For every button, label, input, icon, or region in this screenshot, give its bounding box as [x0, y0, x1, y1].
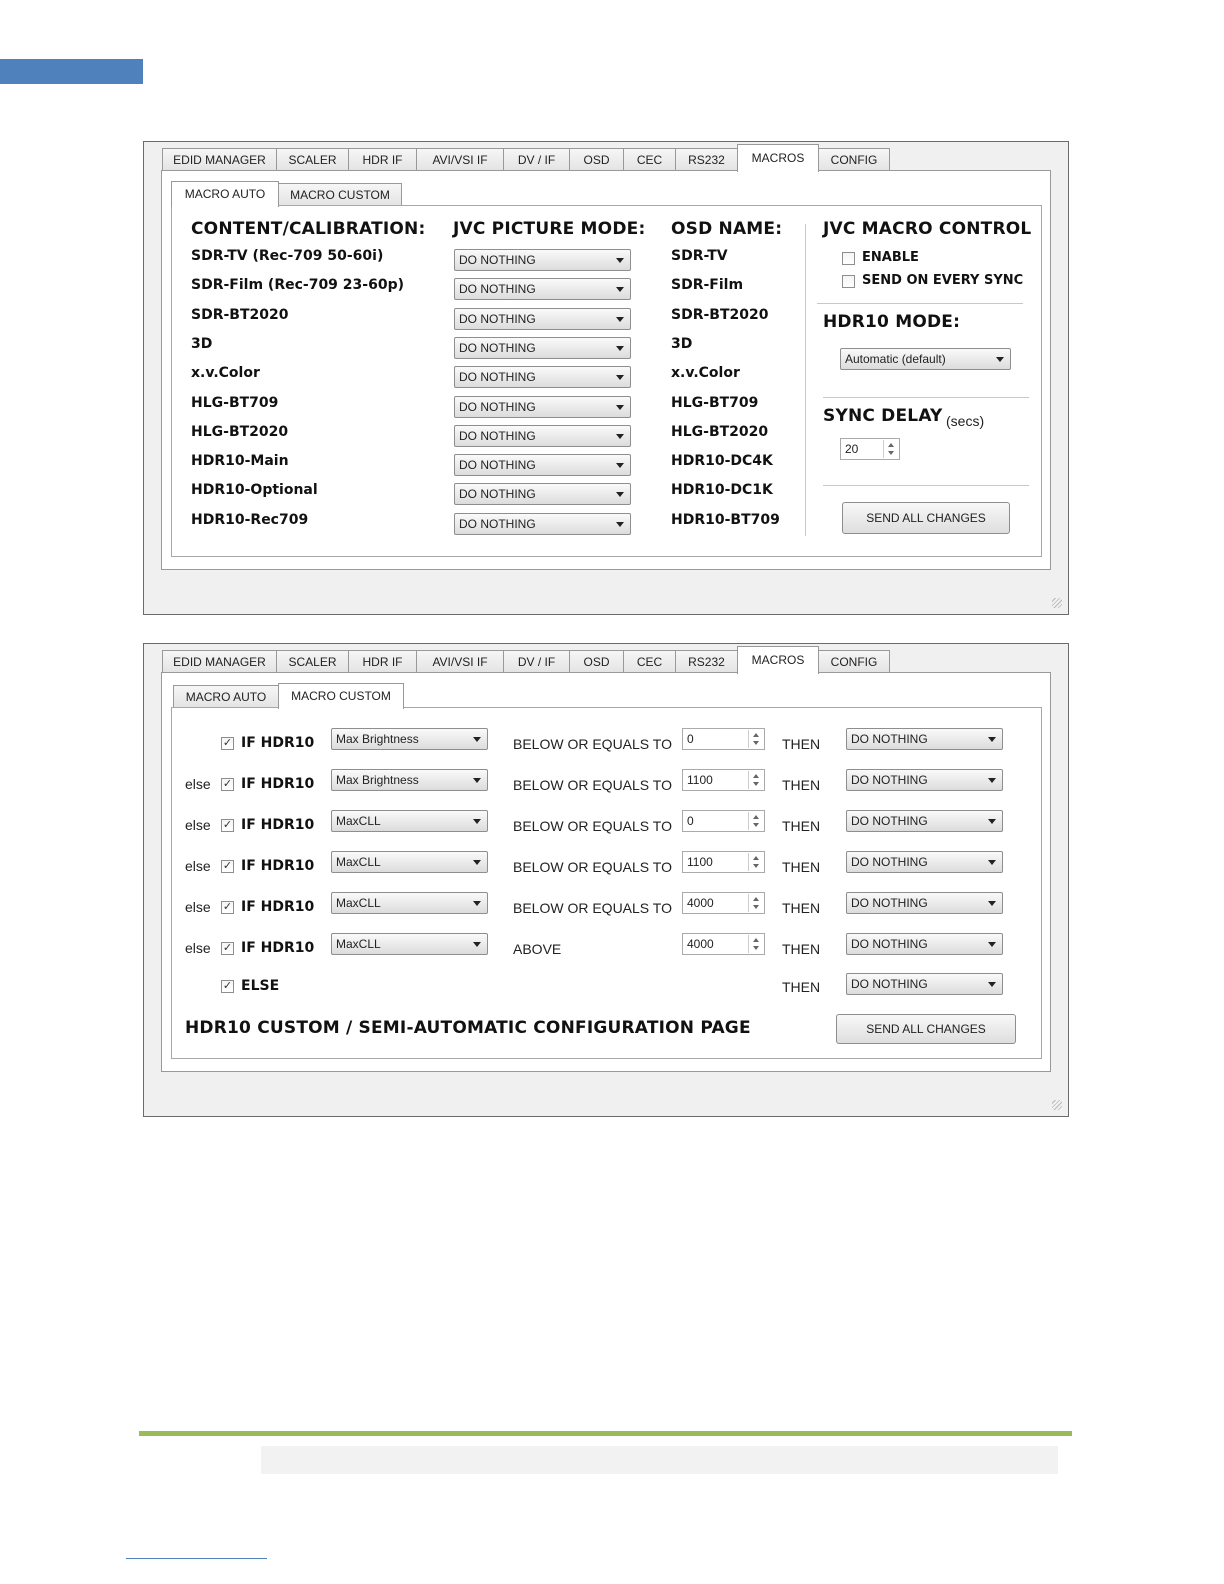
check-icon: ✓ [222, 860, 233, 872]
jvc-picture-mode-select[interactable] [454, 278, 631, 300]
tab-config[interactable]: CONFIG [818, 148, 890, 170]
parameter-select[interactable] [331, 933, 488, 955]
stepper-buttons[interactable] [748, 894, 763, 912]
threshold-stepper[interactable] [682, 933, 765, 955]
threshold-stepper[interactable] [682, 769, 765, 791]
content-label: HDR10-Main [191, 453, 289, 470]
content-label: HDR10-Optional [191, 482, 318, 499]
osd-name-label: HLG-BT709 [671, 394, 759, 411]
jvc-picture-mode-select[interactable] [454, 337, 631, 359]
threshold-stepper[interactable] [682, 851, 765, 873]
osd-name-label: HLG-BT2020 [671, 423, 769, 440]
tab-cec[interactable]: CEC [623, 148, 676, 170]
chevron-down-icon [616, 287, 624, 292]
macro-custom-window [143, 643, 1069, 1117]
chevron-down-icon [616, 434, 624, 439]
tab-scaler[interactable]: SCALER [276, 650, 349, 672]
check-icon: ✓ [222, 901, 233, 913]
action-select[interactable] [846, 851, 1003, 873]
tab-scaler[interactable]: SCALER [276, 148, 349, 170]
tab-dv-if[interactable]: DV / IF [503, 148, 570, 170]
enable-checkbox[interactable] [842, 252, 855, 265]
osd-name-label: SDR-Film [671, 277, 744, 294]
else-action-select[interactable] [846, 973, 1003, 995]
macro-auto-window [143, 141, 1069, 615]
check-icon: ✓ [222, 737, 233, 749]
condition-label: IF HDR10 [241, 817, 315, 833]
check-icon: ✓ [222, 980, 233, 992]
parameter-select[interactable] [331, 892, 488, 914]
threshold-stepper[interactable] [682, 728, 765, 750]
condition-label: IF HDR10 [241, 858, 315, 874]
chevron-down-icon [753, 946, 759, 950]
tab-hdr-if[interactable]: HDR IF [348, 148, 417, 170]
sync-delay-stepper[interactable] [840, 438, 900, 460]
chevron-down-icon [473, 778, 481, 783]
content-label: SDR-Film (Rec-709 23-60p) [191, 277, 404, 294]
jvc-picture-mode-value: DO NOTHING [459, 399, 536, 414]
parameter-select[interactable] [331, 728, 488, 750]
macro-auto-content [171, 205, 1042, 557]
chevron-down-icon [616, 463, 624, 468]
then-label: THEN [782, 818, 821, 834]
rule-checkbox[interactable] [221, 819, 234, 832]
osd-name-label: HDR10-BT709 [671, 511, 780, 528]
content-label: SDR-TV (Rec-709 50-60i) [191, 248, 384, 264]
osd-name-label: SDR-TV [671, 248, 728, 264]
jvc-picture-mode-value: DO NOTHING [459, 311, 536, 326]
rule-checkbox[interactable] [221, 942, 234, 955]
chevron-up-icon [753, 856, 759, 860]
macros-panel [161, 672, 1051, 1072]
jvc-picture-mode-select[interactable] [454, 366, 631, 388]
else-then-label: THEN [782, 979, 821, 995]
else-prefix: else [185, 940, 211, 956]
osd-name-label: 3D [671, 335, 693, 352]
then-label: THEN [782, 736, 821, 752]
chevron-down-icon [616, 317, 624, 322]
subtab-macro-custom[interactable]: MACRO CUSTOM [278, 183, 402, 205]
parameter-value: Max Brightness [336, 732, 419, 746]
stepper-buttons[interactable] [748, 771, 763, 789]
parameter-value: MaxCLL [336, 855, 381, 869]
resize-grip-icon[interactable] [1052, 598, 1062, 608]
sync-delay-unit: (secs) [946, 413, 985, 429]
parameter-select[interactable] [331, 769, 488, 791]
threshold-stepper[interactable] [682, 892, 765, 914]
chevron-down-icon [473, 860, 481, 865]
jvc-picture-mode-select[interactable] [454, 513, 631, 535]
chevron-down-icon [616, 522, 624, 527]
chevron-up-icon [753, 774, 759, 778]
action-select[interactable] [846, 728, 1003, 750]
stepper-buttons[interactable] [883, 440, 898, 458]
chevron-down-icon [753, 823, 759, 827]
operator-label: BELOW OR EQUALS TO [513, 818, 672, 834]
divider [817, 303, 1023, 304]
rule-checkbox[interactable] [221, 737, 234, 750]
operator-label: BELOW OR EQUALS TO [513, 736, 672, 752]
tab-edid-manager[interactable]: EDID MANAGER [162, 650, 277, 672]
chevron-down-icon [753, 864, 759, 868]
chevron-down-icon [888, 451, 894, 455]
chevron-up-icon [753, 938, 759, 942]
operator-label: BELOW OR EQUALS TO [513, 777, 672, 793]
hdr10-mode-title: HDR10 MODE: [823, 312, 961, 332]
jvc-picture-mode-header: JVC PICTURE MODE: [453, 219, 646, 239]
parameter-value: MaxCLL [336, 937, 381, 951]
footer-rule [139, 1431, 1072, 1436]
chevron-down-icon [753, 782, 759, 786]
condition-label: IF HDR10 [241, 940, 315, 956]
send-all-changes-button[interactable]: SEND ALL CHANGES [836, 1014, 1016, 1044]
tab-avi-vsi-if[interactable]: AVI/VSI IF [416, 650, 504, 672]
chevron-up-icon [888, 443, 894, 447]
divider [823, 485, 1029, 486]
rule-checkbox[interactable] [221, 860, 234, 873]
chevron-down-icon [616, 492, 624, 497]
divider [823, 397, 1029, 398]
tab-osd[interactable]: OSD [569, 650, 624, 672]
jvc-picture-mode-value: DO NOTHING [459, 487, 536, 502]
action-value: DO NOTHING [851, 814, 928, 828]
tab-rs232[interactable]: RS232 [675, 148, 738, 170]
chevron-down-icon [473, 737, 481, 742]
subtab-macro-auto[interactable]: MACRO AUTO [173, 685, 279, 707]
jvc-picture-mode-select[interactable] [454, 483, 631, 505]
parameter-value: Max Brightness [336, 773, 419, 787]
page-title: HDR10 CUSTOM / SEMI-AUTOMATIC CONFIGURATION PAGE [185, 1018, 751, 1038]
chevron-down-icon [996, 357, 1004, 362]
action-value: DO NOTHING [851, 773, 928, 787]
else-prefix: else [185, 858, 211, 874]
chevron-down-icon [988, 942, 996, 947]
jvc-picture-mode-value: DO NOTHING [459, 370, 536, 385]
jvc-picture-mode-value: DO NOTHING [459, 428, 536, 443]
condition-label: IF HDR10 [241, 776, 315, 792]
tab-osd[interactable]: OSD [569, 148, 624, 170]
jvc-picture-mode-select[interactable] [454, 425, 631, 447]
chevron-down-icon [988, 982, 996, 987]
send-every-sync-checkbox[interactable] [842, 275, 855, 288]
jvc-picture-mode-value: DO NOTHING [459, 340, 536, 355]
subtab-macro-custom[interactable]: MACRO CUSTOM [278, 683, 404, 709]
action-value: DO NOTHING [851, 896, 928, 910]
stepper-buttons[interactable] [748, 730, 763, 748]
chevron-down-icon [616, 346, 624, 351]
tab-config[interactable]: CONFIG [818, 650, 890, 672]
tab-hdr-if[interactable]: HDR IF [348, 650, 417, 672]
stepper-buttons[interactable] [748, 935, 763, 953]
threshold-stepper[interactable] [682, 810, 765, 832]
content-label: x.v.Color [191, 365, 260, 382]
send-every-sync-label: SEND ON EVERY SYNC [862, 273, 1024, 288]
sync-delay-title: SYNC DELAY [823, 406, 943, 426]
tab-avi-vsi-if[interactable]: AVI/VSI IF [416, 148, 504, 170]
tab-dv-if[interactable]: DV / IF [503, 650, 570, 672]
jvc-picture-mode-select[interactable] [454, 396, 631, 418]
tab-cec[interactable]: CEC [623, 650, 676, 672]
chevron-down-icon [473, 942, 481, 947]
threshold-value: 1100 [687, 773, 713, 787]
osd-name-label: HDR10-DC1K [671, 482, 773, 499]
else-prefix: else [185, 899, 211, 915]
threshold-value: 1100 [687, 855, 713, 869]
chevron-down-icon [616, 375, 624, 380]
rule-checkbox[interactable] [221, 778, 234, 791]
osd-name-label: SDR-BT2020 [671, 306, 769, 323]
chevron-down-icon [988, 778, 996, 783]
threshold-value: 4000 [687, 896, 714, 910]
content-label: HDR10-Rec709 [191, 511, 309, 528]
else-prefix: else [185, 776, 211, 792]
hdr10-mode-select[interactable] [840, 348, 1011, 370]
subtab-macro-auto[interactable]: MACRO AUTO [171, 181, 279, 207]
footer-band [261, 1446, 1058, 1474]
jvc-picture-mode-value: DO NOTHING [459, 458, 536, 473]
parameter-select[interactable] [331, 851, 488, 873]
check-icon: ✓ [222, 819, 233, 831]
hdr10-mode-value: Automatic (default) [845, 352, 946, 366]
operator-label: ABOVE [513, 941, 562, 957]
parameter-value: MaxCLL [336, 814, 381, 828]
action-value: DO NOTHING [851, 937, 928, 951]
chevron-down-icon [473, 819, 481, 824]
threshold-value: 4000 [687, 937, 714, 951]
macro-custom-content [171, 707, 1042, 1059]
else-checkbox[interactable] [221, 980, 234, 993]
threshold-value: 0 [687, 732, 694, 746]
action-select[interactable] [846, 810, 1003, 832]
resize-grip-icon[interactable] [1052, 1100, 1062, 1110]
chevron-up-icon [753, 897, 759, 901]
content-label: HLG-BT709 [191, 394, 279, 411]
else-action-value: DO NOTHING [851, 977, 928, 991]
chevron-down-icon [988, 819, 996, 824]
tab-macros[interactable]: MACROS [737, 646, 819, 674]
else-label: ELSE [241, 978, 280, 994]
header-accent-bar [0, 59, 143, 84]
action-select[interactable] [846, 892, 1003, 914]
jvc-picture-mode-select[interactable] [454, 249, 631, 271]
then-label: THEN [782, 777, 821, 793]
action-value: DO NOTHING [851, 732, 928, 746]
jvc-picture-mode-select[interactable] [454, 454, 631, 476]
chevron-down-icon [988, 901, 996, 906]
threshold-value: 0 [687, 814, 694, 828]
parameter-select[interactable] [331, 810, 488, 832]
stepper-buttons[interactable] [748, 812, 763, 830]
chevron-down-icon [988, 737, 996, 742]
action-value: DO NOTHING [851, 855, 928, 869]
action-select[interactable] [846, 933, 1003, 955]
macros-panel [161, 170, 1051, 570]
footnote-rule [126, 1558, 267, 1559]
chevron-down-icon [988, 860, 996, 865]
content-calibration-header: CONTENT/CALIBRATION: [191, 219, 426, 239]
else-prefix: else [185, 817, 211, 833]
tab-macros[interactable]: MACROS [737, 144, 819, 172]
chevron-up-icon [753, 815, 759, 819]
condition-label: IF HDR10 [241, 899, 315, 915]
then-label: THEN [782, 941, 821, 957]
jvc-macro-control-header: JVC MACRO CONTROL [823, 219, 1032, 239]
then-label: THEN [782, 859, 821, 875]
operator-label: BELOW OR EQUALS TO [513, 859, 672, 875]
send-all-changes-button[interactable]: SEND ALL CHANGES [842, 502, 1010, 534]
check-icon: ✓ [222, 778, 233, 790]
operator-label: BELOW OR EQUALS TO [513, 900, 672, 916]
jvc-picture-mode-value: DO NOTHING [459, 253, 536, 267]
tab-edid-manager[interactable]: EDID MANAGER [162, 148, 277, 170]
osd-name-label: x.v.Color [671, 365, 740, 382]
sync-delay-value: 20 [845, 442, 859, 456]
chevron-down-icon [753, 741, 759, 745]
chevron-down-icon [616, 405, 624, 410]
osd-name-label: HDR10-DC4K [671, 453, 773, 470]
rule-checkbox[interactable] [221, 901, 234, 914]
content-label: HLG-BT2020 [191, 423, 289, 440]
osd-name-header: OSD NAME: [671, 219, 783, 239]
jvc-picture-mode-value: DO NOTHING [459, 516, 536, 531]
content-label: SDR-BT2020 [191, 306, 289, 323]
stepper-buttons[interactable] [748, 853, 763, 871]
chevron-down-icon [753, 905, 759, 909]
column-divider [805, 224, 806, 536]
jvc-picture-mode-value: DO NOTHING [459, 282, 536, 297]
parameter-value: MaxCLL [336, 896, 381, 910]
action-select[interactable] [846, 769, 1003, 791]
chevron-up-icon [753, 733, 759, 737]
tab-rs232[interactable]: RS232 [675, 650, 738, 672]
condition-label: IF HDR10 [241, 735, 315, 751]
then-label: THEN [782, 900, 821, 916]
chevron-down-icon [616, 258, 624, 263]
enable-label: ENABLE [862, 250, 919, 265]
jvc-picture-mode-select[interactable] [454, 308, 631, 330]
content-label: 3D [191, 335, 213, 352]
check-icon: ✓ [222, 942, 233, 954]
chevron-down-icon [473, 901, 481, 906]
